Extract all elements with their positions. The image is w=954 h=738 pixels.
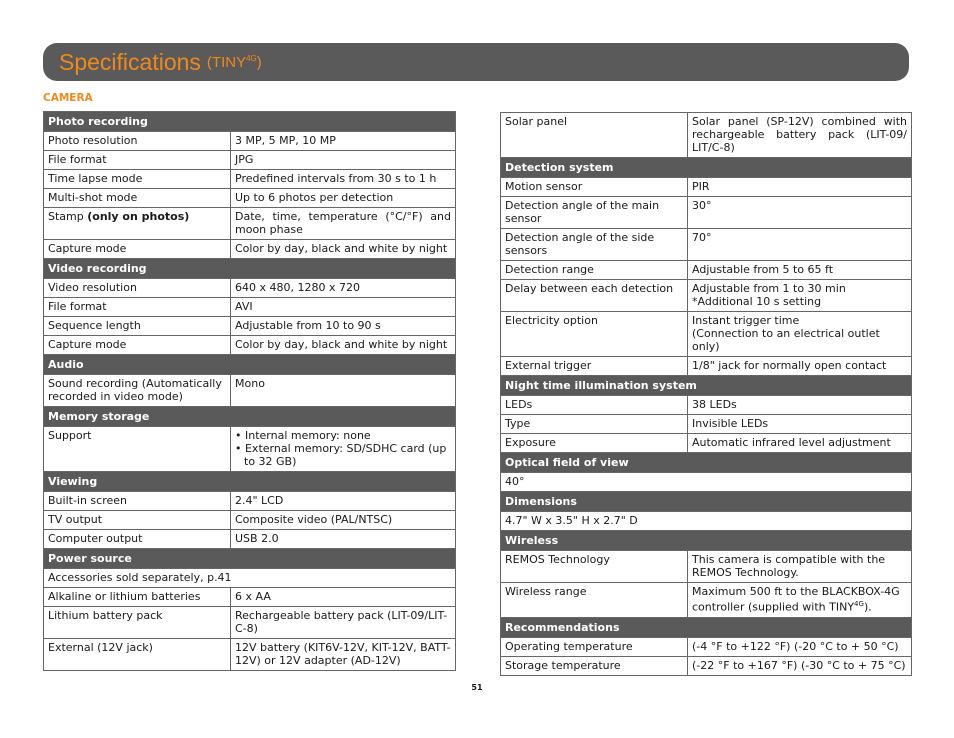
- section-header-label: Optical field of view: [501, 453, 912, 473]
- spec-value: 38 LEDs: [688, 396, 912, 415]
- table-row: [501, 357, 912, 376]
- spec-label: REMOS Technology: [501, 551, 688, 583]
- table-row: [44, 375, 456, 407]
- stamp-label-bold: (only on photos): [87, 210, 190, 223]
- spec-value: (-4 °F to +122 °F) (-20 °C to + 50 °C): [688, 637, 912, 656]
- spec-label: Capture mode: [44, 240, 231, 259]
- table-row: [501, 656, 912, 675]
- table-row: [44, 208, 456, 240]
- spec-label: Wireless range: [501, 583, 688, 618]
- spec-value: Solar panel (SP-12V) combined with rechargeable battery pack (LIT-09/ LIT/C-8): [688, 113, 912, 158]
- section-header-label: Detection system: [501, 158, 912, 178]
- spec-value-line: *Additional 10 s setting: [692, 295, 822, 308]
- table-row: [501, 229, 912, 261]
- camera-spec-table-right: [500, 112, 912, 676]
- table-row: [501, 415, 912, 434]
- spec-value: Date, time, temperature (°C/°F) and moon phase: [231, 208, 456, 240]
- section-title: CAMERA: [43, 92, 93, 104]
- spec-label: Exposure: [501, 434, 688, 453]
- section-header-label: Dimensions: [501, 492, 912, 512]
- model-close: ): [256, 53, 262, 71]
- spec-value: 40°: [501, 473, 912, 492]
- model-name: [207, 54, 262, 71]
- section-header-label: Memory storage: [44, 407, 456, 427]
- spec-value: 3 MP, 5 MP, 10 MP: [231, 132, 456, 151]
- spec-label: LEDs: [501, 396, 688, 415]
- table-row: [501, 396, 912, 415]
- spec-value: Mono: [231, 375, 456, 407]
- table-row: [44, 530, 456, 549]
- spec-value-line: Instant trigger time: [692, 314, 800, 327]
- table-row: [44, 511, 456, 530]
- spec-value: Adjustable from 10 to 90 s: [231, 317, 456, 336]
- table-row: [501, 473, 912, 492]
- table-row: [501, 551, 912, 583]
- spec-value: Adjustable from 5 to 65 ft: [688, 261, 912, 280]
- section-header-dimensions: [501, 492, 912, 512]
- spec-label: Motion sensor: [501, 178, 688, 197]
- table-row: [44, 569, 456, 588]
- spec-value: [231, 427, 456, 472]
- spec-label: Support: [44, 427, 231, 472]
- table-row: [44, 298, 456, 317]
- spec-value: Color by day, black and white by night: [231, 240, 456, 259]
- table-row: [501, 280, 912, 312]
- spec-value: Automatic infrared level adjustment: [688, 434, 912, 453]
- spec-label: Alkaline or lithium batteries: [44, 588, 231, 607]
- section-header-label: Wireless: [501, 531, 912, 551]
- spec-value: AVI: [231, 298, 456, 317]
- spec-label: Lithium battery pack: [44, 607, 231, 639]
- spec-label: Type: [501, 415, 688, 434]
- spec-note: Accessories sold separately, p.41: [44, 569, 456, 588]
- spec-value: 6 x AA: [231, 588, 456, 607]
- memory-list: [235, 429, 451, 468]
- table-row: [44, 189, 456, 208]
- spec-value: 4.7" W x 3.5" H x 2.7" D: [501, 512, 912, 531]
- spec-label: Sound recording (Automatically recorded in video mode): [44, 375, 231, 407]
- section-header-optical-field: [501, 453, 912, 473]
- table-row: [44, 317, 456, 336]
- table-row: [44, 427, 456, 472]
- spec-value: [688, 312, 912, 357]
- spec-label: File format: [44, 298, 231, 317]
- section-header-detection-system: [501, 158, 912, 178]
- list-item: • Internal memory: none: [235, 429, 371, 442]
- spec-value: Rechargeable battery pack (LIT-09/LIT-C-8): [231, 607, 456, 639]
- table-row: [501, 312, 912, 357]
- section-header-label: Audio: [44, 355, 456, 375]
- page-title: Specifications: [59, 48, 201, 75]
- section-header-memory-storage: [44, 407, 456, 427]
- spec-value: Color by day, black and white by night: [231, 336, 456, 355]
- table-row: [501, 512, 912, 531]
- spec-label: Storage temperature: [501, 656, 688, 675]
- spec-value: 1/8" jack for normally open contact: [688, 357, 912, 376]
- spec-value: [688, 280, 912, 312]
- spec-value: JPG: [231, 151, 456, 170]
- spec-value: [688, 583, 912, 618]
- spec-value: (-22 °F to +167 °F) (-30 °C to + 75 °C): [688, 656, 912, 675]
- section-header-video-recording: [44, 259, 456, 279]
- section-header-night-illumination: [501, 376, 912, 396]
- spec-label: Built-in screen: [44, 492, 231, 511]
- spec-value: 70°: [688, 229, 912, 261]
- wireless-range-text: Maximum 500 ft to the BLACKBOX-4G controller (supplied with TINY: [692, 585, 900, 614]
- wireless-range-end: ).: [863, 600, 872, 614]
- spec-value: PIR: [688, 178, 912, 197]
- section-header-label: Video recording: [44, 259, 456, 279]
- spec-value: 2.4" LCD: [231, 492, 456, 511]
- spec-label: Detection angle of the main sensor: [501, 197, 688, 229]
- table-row: [44, 336, 456, 355]
- spec-label: File format: [44, 151, 231, 170]
- spec-label: Detection angle of the side sensors: [501, 229, 688, 261]
- spec-value: 640 x 480, 1280 x 720: [231, 279, 456, 298]
- spec-label: Time lapse mode: [44, 170, 231, 189]
- spec-label: Capture mode: [44, 336, 231, 355]
- page-title-banner: [43, 43, 909, 81]
- section-header-wireless: [501, 531, 912, 551]
- section-header-viewing: [44, 472, 456, 492]
- section-header-photo-recording: [44, 112, 456, 132]
- spec-label: Multi-shot mode: [44, 189, 231, 208]
- spec-value-line: (Connection to an electrical outlet only): [692, 327, 880, 353]
- spec-label: TV output: [44, 511, 231, 530]
- spec-label: Detection range: [501, 261, 688, 280]
- spec-value: This camera is compatible with the REMOS Technology.: [688, 551, 912, 583]
- section-header-label: Power source: [44, 549, 456, 569]
- spec-value-line: Adjustable from 1 to 30 min: [692, 282, 846, 295]
- table-row: [501, 113, 912, 158]
- camera-spec-table-left: [43, 111, 456, 671]
- table-row: [44, 151, 456, 170]
- spec-label: Electricity option: [501, 312, 688, 357]
- section-header-label: Viewing: [44, 472, 456, 492]
- spec-value: 30°: [688, 197, 912, 229]
- spec-label: Photo resolution: [44, 132, 231, 151]
- table-row: [501, 637, 912, 656]
- table-row: [501, 197, 912, 229]
- stamp-label: Stamp: [48, 210, 88, 223]
- spec-value: 12V battery (KIT6V-12V, KIT-12V, BATT-12V) or 12V adapter (AD-12V): [231, 639, 456, 671]
- table-row: [44, 588, 456, 607]
- table-row: [44, 240, 456, 259]
- spec-label: Delay between each detection: [501, 280, 688, 312]
- table-row: [44, 170, 456, 189]
- section-header-label: Recommendations: [501, 617, 912, 637]
- table-row: [44, 132, 456, 151]
- list-item: • External memory: SD/SDHC card (up to 32 GB): [235, 442, 447, 468]
- model-text: (TINY: [206, 53, 247, 71]
- table-row: [44, 639, 456, 671]
- table-row: [44, 279, 456, 298]
- spec-label: Solar panel: [501, 113, 688, 158]
- wireless-range-superscript: 4G: [854, 600, 864, 608]
- section-header-recommendations: [501, 617, 912, 637]
- table-row: [501, 261, 912, 280]
- spec-value: Invisible LEDs: [688, 415, 912, 434]
- model-superscript: 4G: [246, 53, 257, 63]
- table-row: [44, 492, 456, 511]
- table-row: [44, 607, 456, 639]
- spec-value: Composite video (PAL/NTSC): [231, 511, 456, 530]
- page-number: 51: [471, 683, 483, 692]
- spec-label: Operating temperature: [501, 637, 688, 656]
- spec-label: Computer output: [44, 530, 231, 549]
- table-row: [501, 583, 912, 618]
- spec-label: Sequence length: [44, 317, 231, 336]
- spec-value: Up to 6 photos per detection: [231, 189, 456, 208]
- section-header-power-source: [44, 549, 456, 569]
- section-header-label: Photo recording: [44, 112, 456, 132]
- spec-label: [44, 208, 231, 240]
- table-row: [501, 434, 912, 453]
- spec-label: External (12V jack): [44, 639, 231, 671]
- spec-value: Predefined intervals from 30 s to 1 h: [231, 170, 456, 189]
- spec-label: Video resolution: [44, 279, 231, 298]
- spec-label: External trigger: [501, 357, 688, 376]
- section-header-audio: [44, 355, 456, 375]
- section-header-label: Night time illumination system: [501, 376, 912, 396]
- table-row: [501, 178, 912, 197]
- spec-value: USB 2.0: [231, 530, 456, 549]
